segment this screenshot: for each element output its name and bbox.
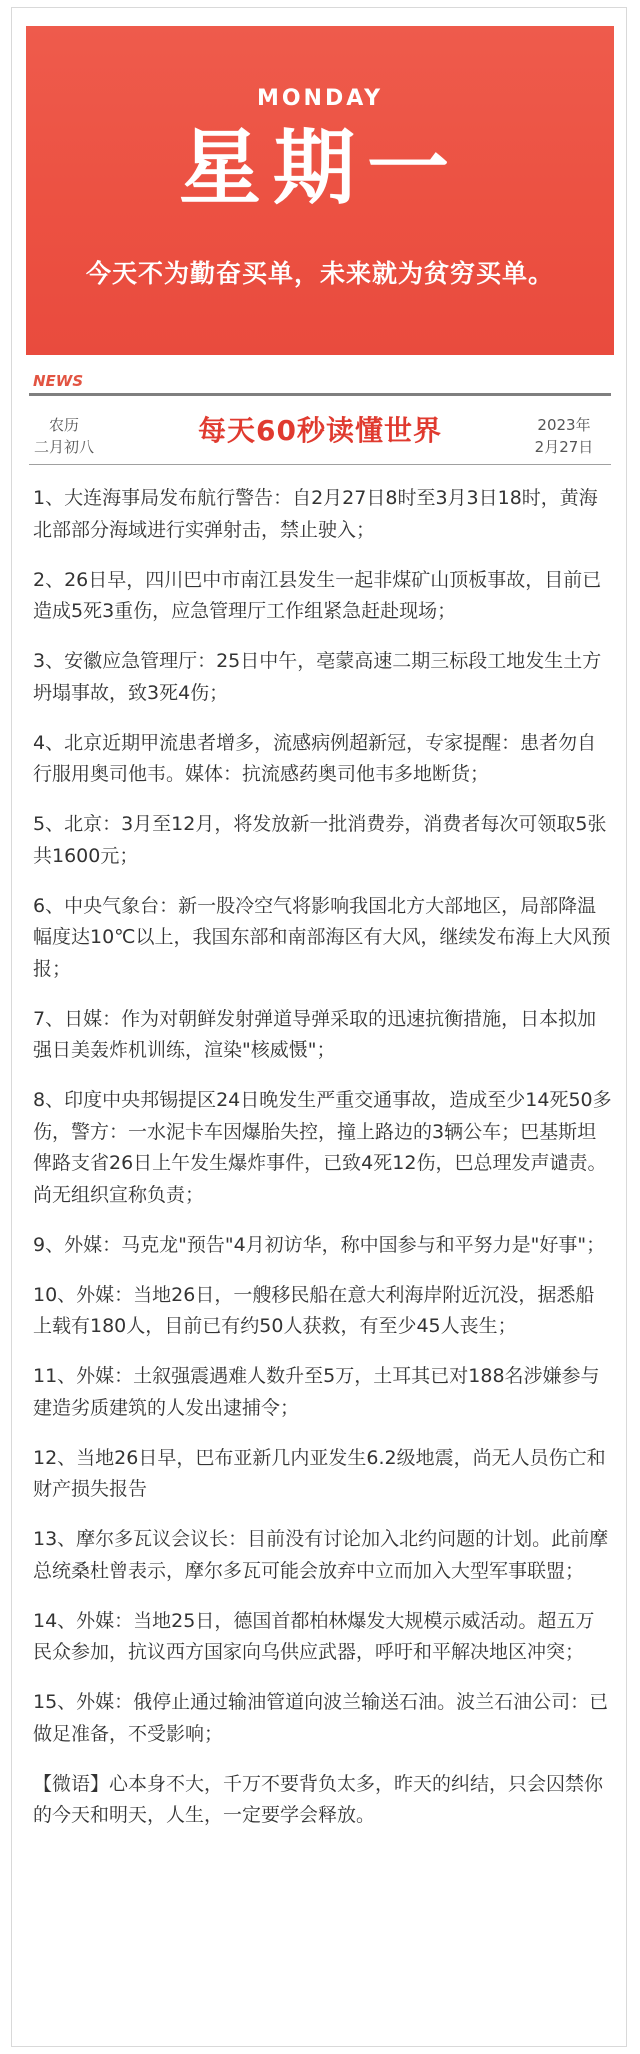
weekday-english: MONDAY (256, 86, 384, 111)
news-item: 8、印度中央邦锡提区24日晚发生严重交通事故，造成至少14死50多伤，警方：一水泥卡车因爆胎失控，撞上路边的3辆公车；巴基斯坦俾路支省26日上午发生爆炸事件，已致4死12伤，巴总理发声谴责。尚无组织宣称负责； (33, 1089, 612, 1206)
lunar-label: 农历 (48, 416, 79, 434)
title-divider (29, 464, 611, 465)
news-item: 2、26日早，四川巴中市南江县发生一起非煤矿山顶板事故，目前已造成5死3重伤，应急管理厅工作组紧急赶赴现场； (33, 568, 602, 622)
weekday-chinese: 星期一 (178, 121, 461, 216)
news-item: 5、北京：3月至12月，将发放新一批消费券，消费者每次可领取5张共1600元； (33, 813, 607, 867)
news-item: 4、北京近期甲流患者增多，流感病例超新冠，专家提醒：患者勿自行服用奥司他韦。媒体：抗流感药奥司他韦多地断货； (33, 731, 597, 785)
page-title: 每天60秒读懂世界 (198, 414, 442, 447)
lunar-day: 二月初八 (34, 438, 95, 456)
news-item: 1、大连海事局发布航行警告：自2月27日8时至3月3日18时，黄海北部部分海域进行实弹射击，禁止驶入； (33, 487, 598, 541)
news-item: 3、安徽应急管理厅：25日中午，亳蒙高速二期三标段工地发生土方坍塌事故，致3死4伤； (33, 650, 602, 704)
publish-year: 2023年 (537, 416, 591, 434)
lunar-date (34, 414, 94, 458)
news-item: 6、中央气象台：新一股冷空气将影响我国北方大部地区，局部降温幅度达10℃以上，我国东部和南部海区有大风，继续发布海上大风预报； (33, 894, 611, 980)
news-item: 10、外媒：当地26日，一艘移民船在意大利海岸附近沉没，据悉船上载有180人，目前已有约50人获救，有至少45人丧生； (33, 1283, 595, 1337)
daily-quote: 【微语】心本身不大，千万不要背负太多，昨天的纠结，只会囚禁你的今天和明天，人生，一定要学会释放。 (33, 1772, 604, 1826)
news-item: 14、外媒：当地25日，德国首都柏林爆发大规模示威活动。超五万民众参加，抗议西方国家向乌供应武器，呼吁和平解决地区冲突； (33, 1609, 595, 1663)
weekday-banner (26, 26, 614, 355)
news-item: 11、外媒：土叙强震遇难人数升至5万，土耳其已对188名涉嫌参与建造劣质建筑的人发出逮捕令； (33, 1365, 600, 1419)
news-item: 7、日媒：作为对朝鲜发射弹道导弹采取的迅速抗衡措施，日本拟加强日美轰炸机训练，渲染"核威慑"； (33, 1007, 597, 1061)
news-item: 9、外媒：马克龙"预告"4月初访华，称中国参与和平努力是"好事"； (33, 1233, 606, 1256)
header-divider (29, 393, 611, 396)
banner-slogan: 今天不为勤奋买单，未来就为贫穷买单。 (85, 259, 554, 288)
news-list (33, 483, 613, 1832)
publish-day: 2月27日 (534, 438, 594, 456)
news-label: NEWS (33, 372, 84, 390)
news-item: 15、外媒：俄停止通过输油管道向波兰输送石油。波兰石油公司：已做足准备，不受影响； (33, 1691, 609, 1745)
news-item: 12、当地26日早，巴布亚新几内亚发生6.2级地震，尚无人员伤亡和财产损失报告 (33, 1446, 606, 1500)
news-item: 13、摩尔多瓦议会议长：目前没有讨论加入北约问题的计划。此前摩总统桑杜曾表示，摩尔多瓦可能会放弃中立而加入大型军事联盟； (33, 1528, 609, 1582)
publish-date (524, 414, 604, 458)
